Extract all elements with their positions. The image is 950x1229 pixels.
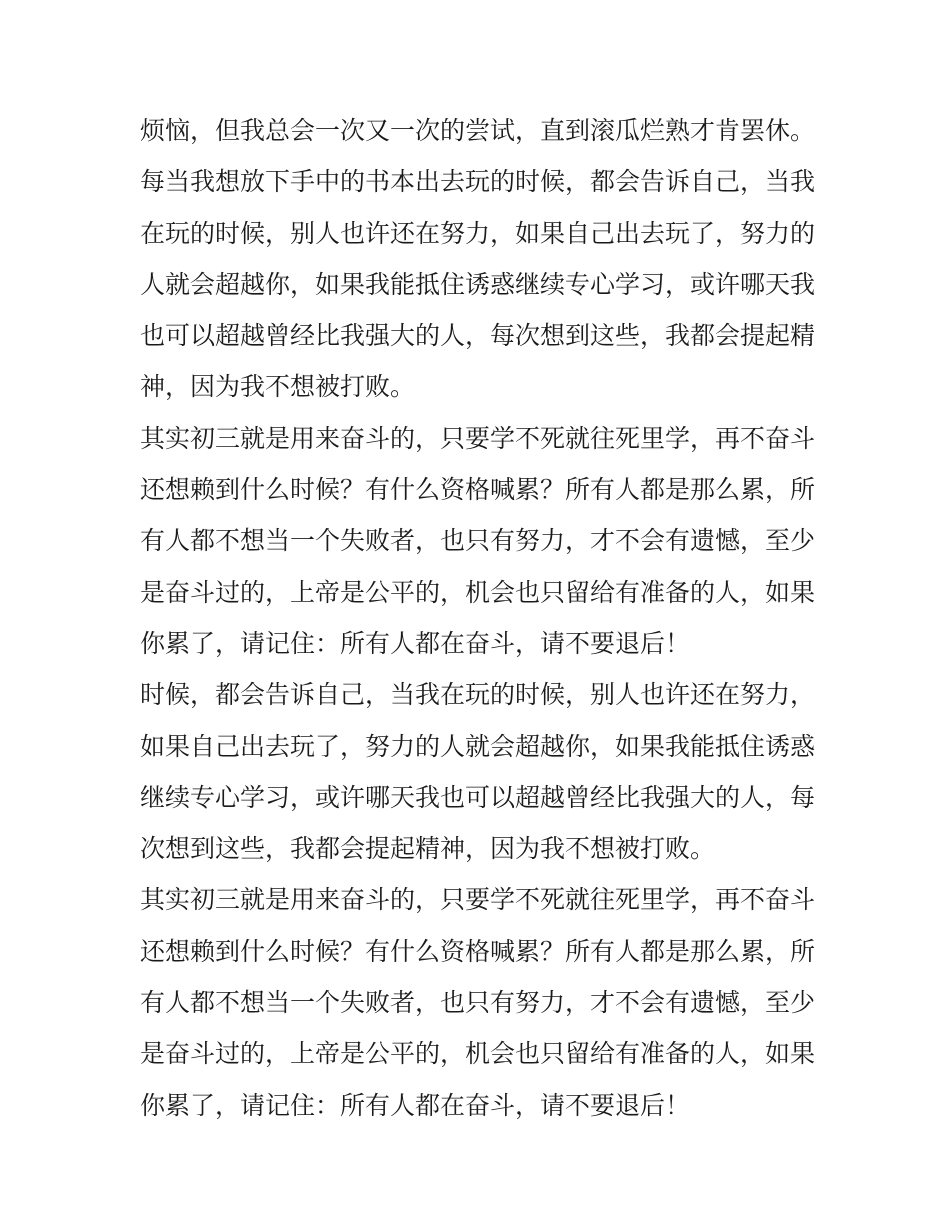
text-line: 还想赖到什么时候？有什么资格喊累？所有人都是那么累，所: [140, 475, 816, 505]
text-line: 你累了，请记住：所有人都在奋斗，请不要退后！: [140, 1090, 691, 1120]
text-line: 你累了，请记住：所有人都在奋斗，请不要退后！: [140, 628, 691, 658]
text-line: 时候，都会告诉自己，当我在玩的时候，别人也许还在努力，: [140, 680, 816, 710]
text-line: 也可以超越曾经比我强大的人，每次想到这些，我都会提起精: [140, 321, 816, 351]
text-line: 有人都不想当一个失败者，也只有努力，才不会有遗憾，至少: [140, 988, 816, 1018]
text-line: 烦恼，但我总会一次又一次的尝试，直到滚瓜烂熟才肯罢休。: [140, 116, 816, 145]
text-line: 次想到这些，我都会提起精神，因为我不想被打败。: [140, 834, 716, 864]
text-line: 神，因为我不想被打败。: [140, 372, 416, 402]
body-text: [140, 105, 820, 1131]
text-line: 继续专心学习，或许哪天我也可以超越曾经比我强大的人，每: [140, 782, 816, 812]
text-line: 是奋斗过的，上帝是公平的，机会也只留给有准备的人，如果: [140, 577, 816, 607]
text-line: 如果自己出去玩了，努力的人就会超越你，如果我能抵住诱惑: [140, 731, 816, 761]
text-line: 有人都不想当一个失败者，也只有努力，才不会有遗憾，至少: [140, 526, 816, 556]
text-line: 还想赖到什么时候？有什么资格喊累？所有人都是那么累，所: [140, 936, 816, 966]
text-line: 在玩的时候，别人也许还在努力，如果自己出去玩了，努力的: [140, 218, 816, 248]
text-line: 其实初三就是用来奋斗的，只要学不死就往死里学，再不奋斗: [140, 423, 816, 453]
text-line: 每当我想放下手中的书本出去玩的时候，都会告诉自己，当我: [140, 167, 816, 197]
text-line: 人就会超越你，如果我能抵住诱惑继续专心学习，或许哪天我: [140, 269, 816, 299]
text-line: 其实初三就是用来奋斗的，只要学不死就往死里学，再不奋斗: [140, 885, 816, 915]
text-line: 是奋斗过的，上帝是公平的，机会也只留给有准备的人，如果: [140, 1039, 816, 1069]
